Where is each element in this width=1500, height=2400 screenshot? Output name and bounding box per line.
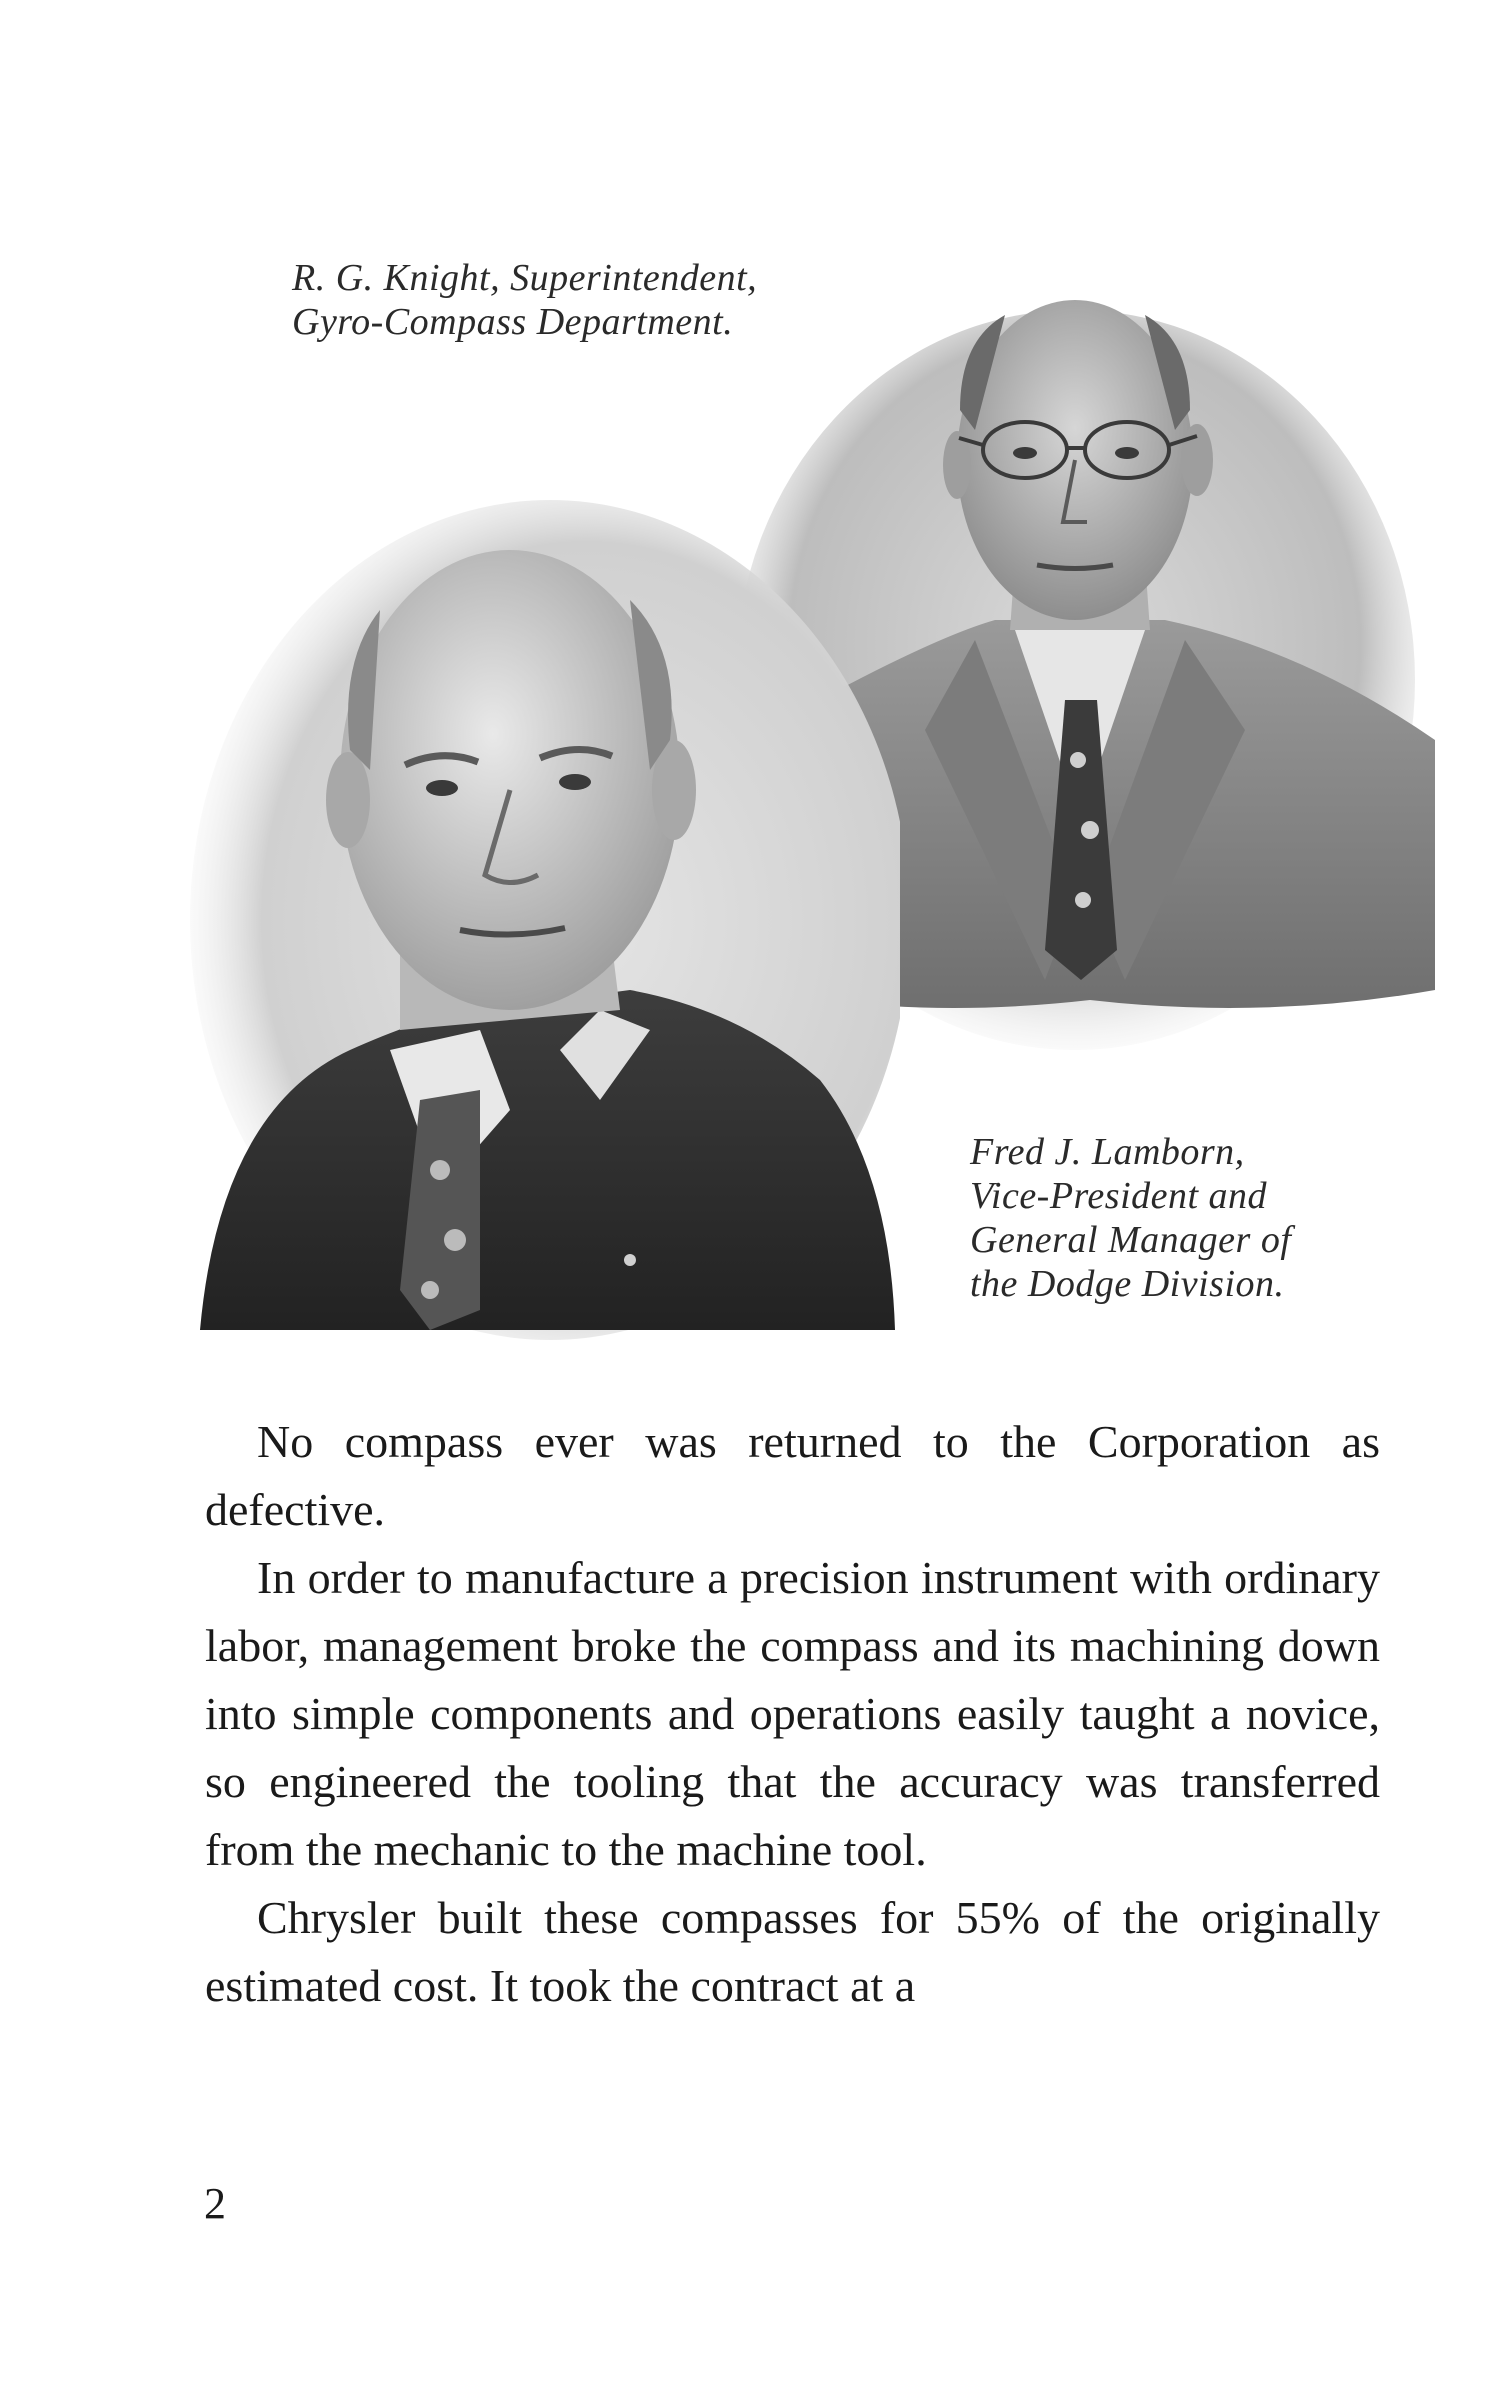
caption-lamborn-line2: Vice-President and <box>970 1175 1268 1217</box>
caption-lamborn-line3: General Manager of <box>970 1219 1292 1261</box>
body-text <box>205 1408 1380 2020</box>
caption-knight-line1: R. G. Knight, Superintendent, <box>292 257 758 299</box>
caption-knight-line2: Gyro-Compass Department. <box>292 301 734 343</box>
paragraph-1: No compass ever was returned to the Corporation as defective. <box>205 1416 1380 1535</box>
paragraph-3: Chrysler built these compasses for 55% of the originally estimated cost. It took the contract at a <box>205 1892 1380 2011</box>
portrait-photo-knight <box>180 490 900 1340</box>
caption-lamborn-line1: Fred J. Lamborn, <box>970 1131 1245 1173</box>
page-number: 2 <box>204 2179 226 2228</box>
caption-lamborn <box>970 1130 1291 1306</box>
caption-lamborn-line4: the Dodge Division. <box>970 1263 1285 1305</box>
caption-knight <box>292 256 757 344</box>
paragraph-2: In order to manufacture a precision instrument with ordinary labor, management broke the compass and its machining down into simple components and operations easily taught a novice, so engineered the tooling that the accuracy was transferred from the mechanic to the machine tool. <box>205 1552 1380 1875</box>
